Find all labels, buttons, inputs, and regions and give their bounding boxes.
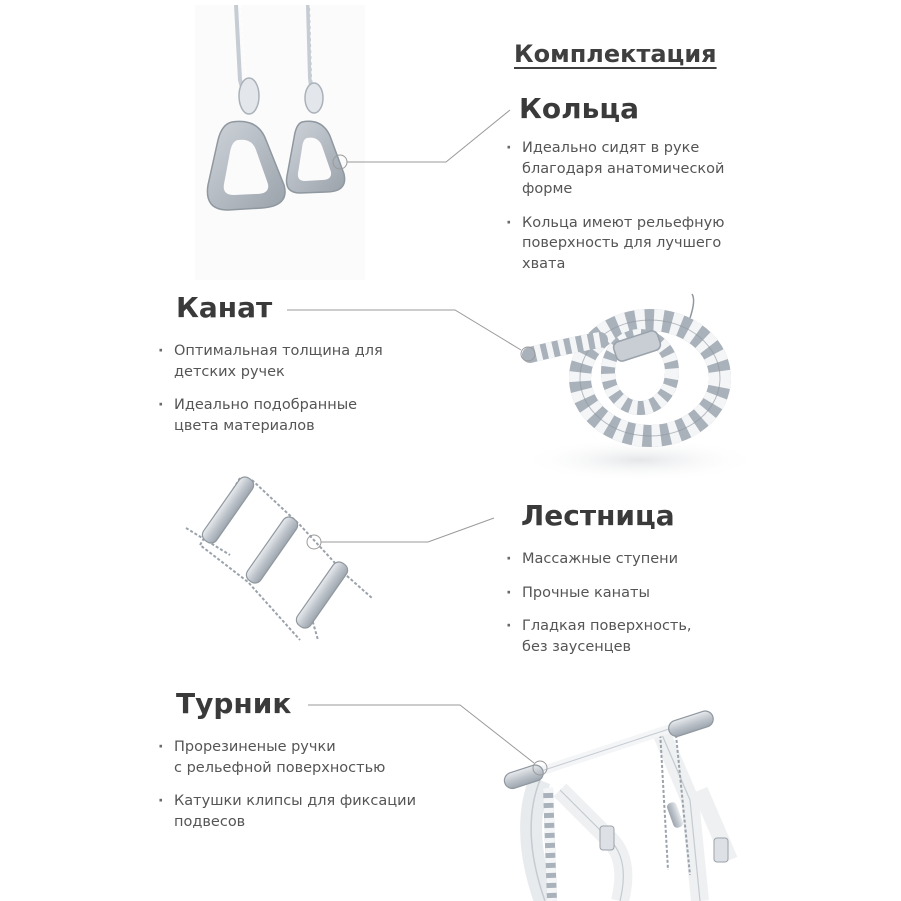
- ladder-feature-list: [506, 549, 786, 670]
- list-item: · Прочные канаты: [506, 583, 786, 604]
- list-item: · Кольца имеют рельефную поверхность для лучшего хвата: [506, 213, 786, 275]
- list-item: · Оптимальная толщина для детских ручек: [158, 341, 458, 382]
- section-title-pullup-bar: Турник: [176, 687, 292, 720]
- section-title-rings: Кольца: [519, 92, 639, 125]
- list-item: · Прорезиненые ручки с рельефной поверхностью: [158, 737, 468, 778]
- section-title-rope: Канат: [176, 291, 273, 324]
- page-title: Комплектация: [514, 40, 717, 68]
- list-item: · Идеально подобранные цвета материалов: [158, 395, 458, 436]
- rope-ladder-icon: [186, 474, 494, 640]
- list-item: · Катушки клипсы для фиксации подвесов: [158, 791, 468, 832]
- section-title-ladder: Лестница: [521, 499, 675, 532]
- rings-feature-list: [506, 138, 786, 287]
- list-item: · Гладкая поверхность, без заусенцев: [506, 616, 786, 657]
- gymnastic-rings-icon: [195, 5, 510, 280]
- list-item: · Массажные ступени: [506, 549, 786, 570]
- pullup-bar-feature-list: [158, 737, 468, 845]
- list-item: · Идеально сидят в руке благодаря анатомической форме: [506, 138, 786, 200]
- rope-feature-list: [158, 341, 458, 449]
